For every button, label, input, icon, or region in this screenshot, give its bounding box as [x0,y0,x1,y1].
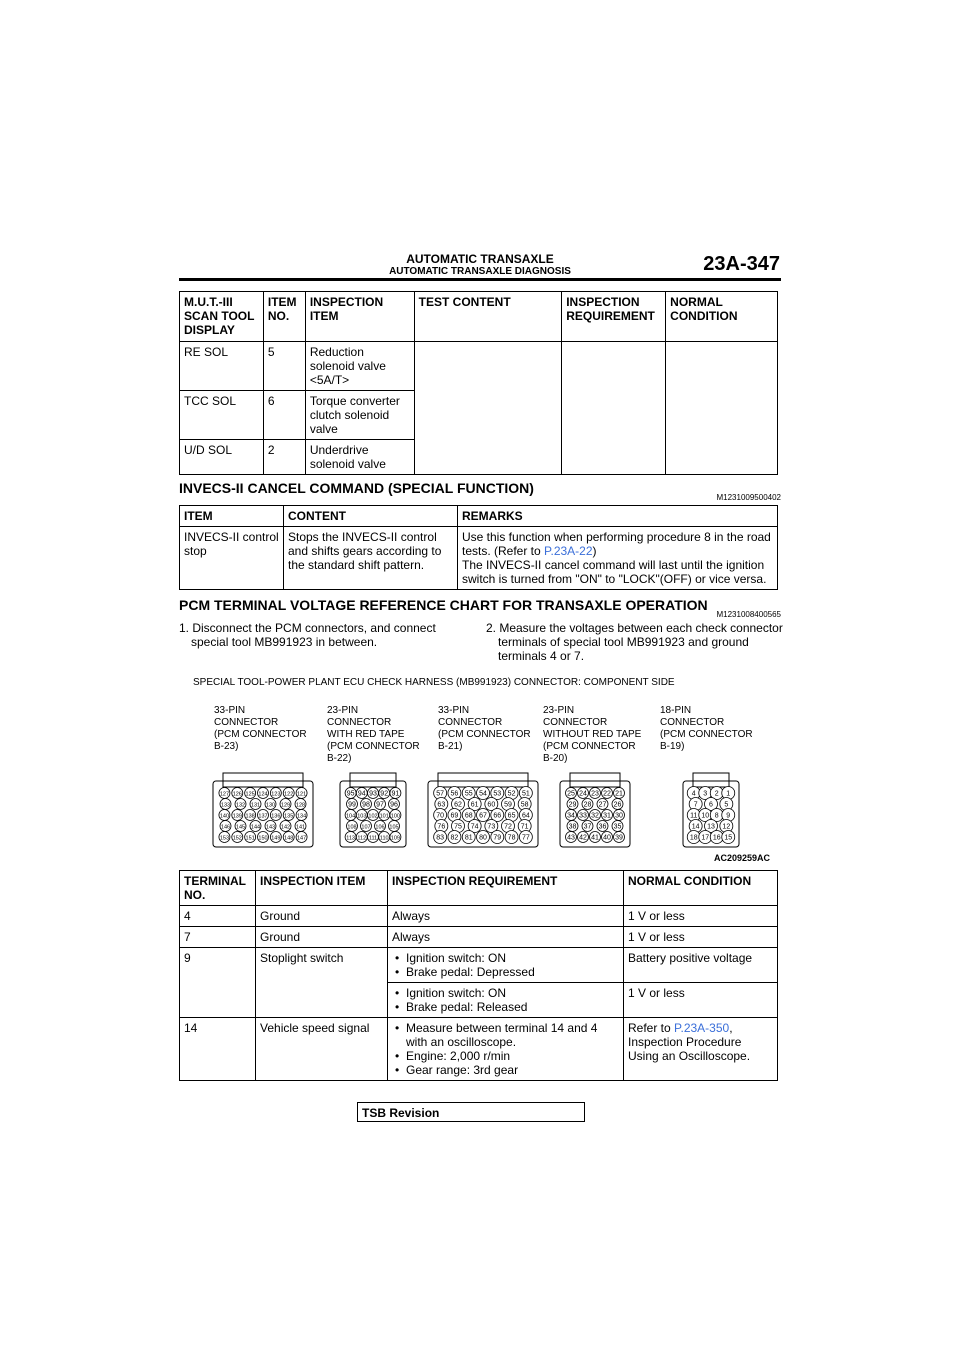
page-ref-link[interactable]: P.23A-22 [544,544,593,558]
pin-label: 134 [296,813,307,820]
pin-label: 97 [376,801,384,809]
pin-label: 36 [598,823,607,831]
pin-label: 127 [219,791,230,798]
pin-label: 92 [380,790,389,798]
pin-label: 29 [568,801,577,809]
pin-label: 144 [250,824,261,831]
cell-normal-condition: Battery positive voltage [624,948,778,983]
pin-label: 108 [347,824,357,831]
pin-label: 140 [219,813,230,820]
pin-label: 63 [437,801,446,809]
pin-label: 101 [379,813,389,820]
pin-label: 41 [591,834,599,842]
cell-item-no: 6 [263,391,305,440]
pin-label: 13 [707,823,715,831]
pin-label: 65 [507,812,516,820]
pin-label: 18 [689,834,698,842]
connector-diagram [200,765,780,875]
cell-inspection-item: Stoplight switch [256,948,388,1018]
list-item: • Ignition switch: ON [406,951,619,965]
pin-label: 37 [583,823,592,831]
pin-label: 68 [464,812,473,820]
pin-label: 79 [493,834,502,842]
cell-normal-condition: 1 V or less [624,906,778,927]
cell-inspection-requirement: Always [388,906,624,927]
list-item: • Brake pedal: Released [406,1000,619,1014]
pin-label: 110 [379,835,389,842]
cell-item: INVECS-II control stop [180,527,284,590]
cell-inspection-item: Vehicle speed signal [256,1018,388,1081]
pin-label: 126 [232,791,242,798]
cell-inspection-requirement [388,948,624,983]
cell-inspection-item: Reduction solenoid valve <5A/T> [305,342,414,391]
cell-inspection-requirement: Always [388,927,624,948]
pin-label: 38 [568,823,577,831]
pin-label: 12 [722,823,731,831]
table-row [180,948,778,983]
cell-remarks [458,527,778,590]
pin-label: 147 [296,835,307,842]
page-ref-link[interactable]: P.23A-350 [674,1021,730,1035]
page-number: 23A-347 [703,253,780,275]
cell-normal-condition: 1 V or less [624,927,778,948]
remarks-text: ) [592,544,597,558]
pin-label: 15 [724,834,733,842]
pin-label: 83 [436,834,445,842]
pin-label: 56 [450,790,459,798]
table-row [180,527,778,590]
pin-label: 6 [709,801,713,809]
list-item: • Measure between terminal 14 and 4 with an oscilloscope. [406,1021,619,1049]
pin-label: 111 [368,835,378,842]
pin-label: 81 [464,834,473,842]
pin-label: 124 [258,791,268,798]
pin-label: 16 [712,834,721,842]
pin-label: 30 [615,812,623,820]
col-header-remarks: REMARKS [458,506,778,527]
cell-terminal-no: 9 [180,948,256,1018]
table-row [180,342,778,391]
pin-label: 142 [280,824,291,831]
figure-caption: SPECIAL TOOL-POWER PLANT ECU CHECK HARNESS (MB991923) CONNECTOR: COMPONENT SIDE [193,677,675,688]
pin-label: 59 [504,801,512,809]
pin-label: 54 [479,790,487,798]
pin-label: 80 [479,834,487,842]
header-rule [179,278,781,281]
section-id: M1231009500402 [716,493,781,502]
pin-label: 3 [703,790,708,798]
pin-label: 72 [504,823,512,831]
pin-label: 73 [487,823,496,831]
pin-label: 150 [258,835,268,842]
cell-inspection-requirement [562,342,666,475]
col-header-inspection-requirement: INSPECTION REQUIREMENT [562,292,666,342]
pin-label: 61 [470,801,479,809]
connector-0 [213,773,313,847]
pin-label: 121 [296,791,307,798]
list-item: • Engine: 2,000 r/min [406,1049,619,1063]
pin-label: 136 [271,813,281,820]
cell-inspection-item: Ground [256,927,388,948]
col-header-item-no: ITEM NO. [263,292,305,342]
pin-label: 128 [295,802,306,809]
col-header-item: ITEM [180,506,284,527]
pin-label: 112 [357,835,367,842]
condition-text: Refer to [628,1021,675,1035]
terminal-table [179,870,778,1081]
pin-label: 82 [450,834,459,842]
pin-label: 107 [361,824,371,831]
pin-label: 94 [357,790,366,798]
pin-label: 125 [245,791,255,798]
pin-label: 22 [603,790,611,798]
pin-label: 53 [493,790,502,798]
pin-label: 33 [579,812,587,820]
section-id: M1231008400565 [716,610,781,619]
pin-label: 51 [521,790,530,798]
pin-label: 9 [726,812,731,820]
cell-inspection-item: Underdrive solenoid valve [305,440,414,475]
pin-label: 129 [280,802,291,809]
pin-label: 42 [579,834,587,842]
pin-label: 66 [493,812,502,820]
tsb-revision-box: TSB Revision [357,1102,585,1122]
cell-inspection-requirement [388,983,624,1018]
pin-label: 141 [295,824,306,831]
pin-label: 133 [220,802,231,809]
connector-label: 33-PIN CONNECTOR (PCM CONNECTOR B-23) [214,705,307,752]
pin-label: 132 [235,802,246,809]
pin-label: 26 [613,801,622,809]
cell-display: U/D SOL [180,440,264,475]
pin-label: 98 [362,801,370,809]
cell-display: TCC SOL [180,391,264,440]
pin-label: 39 [615,834,623,842]
cell-content: Stops the INVECS-II control and shifts gears according to the standard shift pattern. [284,527,458,590]
pin-label: 55 [464,790,473,798]
col-header-inspection-item: INSPECTION ITEM [305,292,414,342]
pin-label: 146 [220,824,231,831]
pin-label: 149 [271,835,281,842]
connector-2 [428,773,538,847]
pin-label: 57 [436,790,445,798]
pin-label: 1 [726,790,731,798]
connector-label: 33-PIN CONNECTOR (PCM CONNECTOR B-21) [438,705,531,752]
table-row [180,906,778,927]
connector-label: 23-PIN CONNECTOR WITHOUT RED TAPE (PCM CONNECTOR B-20) [543,705,642,764]
pin-label: 28 [583,801,592,809]
pin-label: 143 [265,824,276,831]
pin-label: 99 [348,801,356,809]
cell-inspection-item: Torque converter clutch solenoid valve [305,391,414,440]
pin-label: 5 [724,801,729,809]
pin-label: 106 [375,824,385,831]
pin-label: 104 [346,813,356,820]
pin-label: 95 [346,790,355,798]
pin-label: 21 [615,790,623,798]
pin-label: 138 [245,813,255,820]
cell-test-content [414,342,562,475]
pin-label: 10 [701,812,710,820]
pin-label: 102 [368,813,378,820]
pin-label: 109 [390,835,400,842]
col-header-test-content: TEST CONTENT [414,292,562,342]
table-row [180,1018,778,1081]
pin-label: 131 [250,802,261,809]
pin-label: 35 [613,823,622,831]
col-header-terminal-no: TERMINAL NO. [180,871,256,906]
cell-terminal-no: 7 [180,927,256,948]
pin-label: 74 [470,823,479,831]
col-header-display: M.U.T.-III SCAN TOOL DISPLAY [180,292,264,342]
pin-label: 122 [284,791,294,798]
pin-label: 151 [245,835,255,842]
connector-4 [683,773,739,847]
pin-label: 69 [450,812,459,820]
pin-label: 31 [603,812,611,820]
pin-label: 2 [714,790,719,798]
pin-label: 40 [603,834,611,842]
pin-label: 62 [454,801,462,809]
cell-inspection-requirement [388,1018,624,1081]
list-item: • Ignition switch: ON [406,986,619,1000]
step-2: 2. Measure the voltages between each check connector terminals of special tool MB991923 and ground terminals 4 or 7. [486,621,783,663]
list-item: • Brake pedal: Depressed [406,965,619,979]
connector-3 [560,773,630,847]
pin-label: 25 [567,790,575,798]
pin-label: 139 [232,813,242,820]
col-header-inspection-item: INSPECTION ITEM [256,871,388,906]
subsection-title: AUTOMATIC TRANSAXLE DIAGNOSIS [389,266,571,277]
connector-label: 18-PIN CONNECTOR (PCM CONNECTOR B-19) [660,705,753,752]
pin-label: 70 [436,812,445,820]
section-title: AUTOMATIC TRANSAXLE [406,252,554,266]
section-heading-invecs: INVECS-II CANCEL COMMAND (SPECIAL FUNCTION) [179,480,534,496]
table-row [180,927,778,948]
pin-label: 103 [357,813,367,820]
pin-label: 14 [691,823,700,831]
pin-label: 76 [437,823,446,831]
col-header-normal-condition: NORMAL CONDITION [624,871,778,906]
pin-label: 96 [390,801,398,809]
pin-label: 4 [691,790,696,798]
col-header-inspection-requirement: INSPECTION REQUIREMENT [388,871,624,906]
remarks-text: Use this function when performing procedure 8 in the road tests. (Refer to [462,530,771,558]
invecs-table [179,505,778,590]
pin-label: 137 [258,813,268,820]
cell-item-no: 2 [263,440,305,475]
pin-label: 64 [521,812,530,820]
col-header-normal-condition: NORMAL CONDITION [666,292,778,342]
pin-label: 91 [391,790,400,798]
remarks-text: The INVECS-II cancel command will last until the ignition switch is turned from "ON" to "LOCK"(OFF) or vice versa. [462,558,767,586]
cell-inspection-item: Ground [256,906,388,927]
pin-label: 113 [346,835,355,842]
pin-label: 58 [520,801,529,809]
pin-label: 153 [219,835,230,842]
pin-label: 11 [690,812,698,820]
pin-label: 8 [714,812,719,820]
cell-normal-condition [666,342,778,475]
pin-label: 123 [271,791,281,798]
connector-label: 23-PIN CONNECTOR WITH RED TAPE (PCM CONNECTOR B-22) [327,705,420,764]
pin-label: 67 [479,812,487,820]
step-1: 1. Disconnect the PCM connectors, and connect special tool MB991923 in between. [179,621,436,649]
pin-label: 17 [701,834,710,842]
pin-label: 148 [284,835,294,842]
pin-label: 100 [390,813,400,820]
pin-label: 78 [507,834,516,842]
cell-normal-condition [624,1018,778,1081]
pin-label: 152 [232,835,242,842]
pin-label: 43 [567,834,575,842]
pin-label: 24 [579,790,587,798]
pin-label: 71 [520,823,529,831]
pin-label: 7 [693,801,698,809]
pin-label: 93 [369,790,377,798]
cell-terminal-no: 4 [180,906,256,927]
pin-label: 77 [521,834,530,842]
cell-normal-condition: 1 V or less [624,983,778,1018]
condition-text: , Inspection Procedure Using an Oscilloscope. [628,1021,751,1063]
cell-display: RE SOL [180,342,264,391]
pin-label: 32 [591,812,599,820]
pin-label: 34 [567,812,575,820]
pin-label: 27 [598,801,607,809]
figure-code: AC209259AC [714,853,771,863]
cell-terminal-no: 14 [180,1018,256,1081]
pin-label: 130 [265,802,276,809]
cell-item-no: 5 [263,342,305,391]
pin-label: 23 [591,790,599,798]
pin-label: 145 [235,824,246,831]
section-heading-pcm: PCM TERMINAL VOLTAGE REFERENCE CHART FOR TRANSAXLE OPERATION [179,597,708,613]
scan-tool-table [179,291,778,475]
col-header-content: CONTENT [284,506,458,527]
list-item: • Gear range: 3rd gear [406,1063,619,1077]
pin-label: 105 [389,824,399,831]
connector-1 [340,773,406,847]
pin-label: 60 [487,801,496,809]
pin-label: 75 [454,823,462,831]
pin-label: 135 [284,813,294,820]
pin-label: 52 [507,790,516,798]
